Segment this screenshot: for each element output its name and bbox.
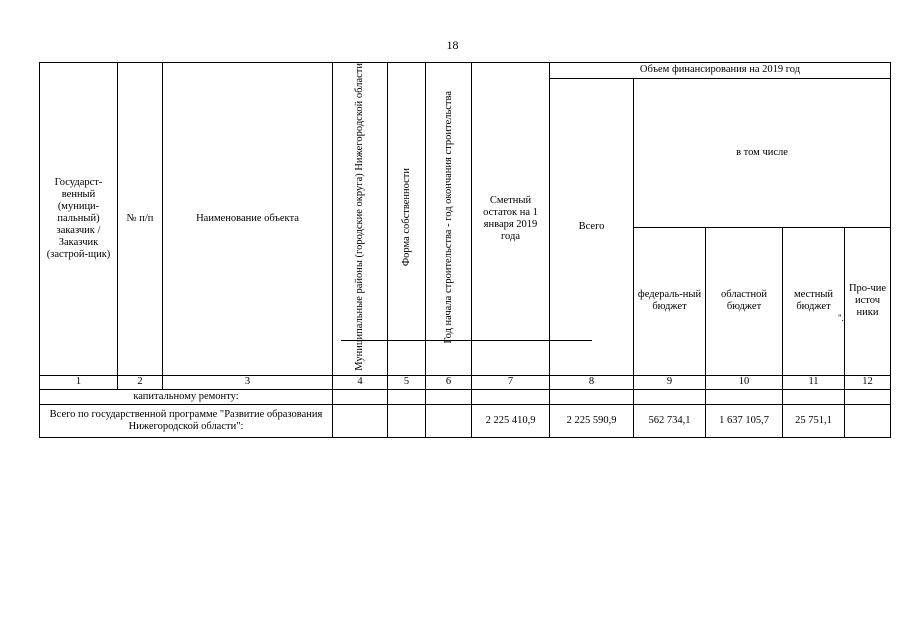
column-number: 8 <box>550 375 634 389</box>
cell-districts <box>333 389 388 404</box>
table-row <box>40 389 891 404</box>
header-customer: Государст-венный (муници-пальный) заказчик / Заказчик (застрой-щик) <box>40 63 118 376</box>
header-local: местный бюджет <box>783 227 845 375</box>
column-number: 5 <box>388 375 426 389</box>
header-years <box>426 63 472 376</box>
header-ownership-text: Форма собственности <box>400 167 412 266</box>
cell-estimate: 2 225 410,9 <box>472 404 550 437</box>
financing-table <box>39 62 891 438</box>
header-years-text: Год начала строительства - год окончания строительства <box>442 90 454 344</box>
cell-other <box>845 404 891 437</box>
cell-ownership <box>388 389 426 404</box>
header-districts-text: Муниципальные районы (городские округа) Нижегородской области <box>354 63 366 371</box>
page-number: 18 <box>446 38 459 52</box>
header-number: № п/п <box>118 63 163 376</box>
separator-rule <box>341 340 592 341</box>
column-number: 9 <box>634 375 706 389</box>
column-number: 3 <box>163 375 333 389</box>
column-number: 1 <box>40 375 118 389</box>
cell-years <box>426 389 472 404</box>
cell-federal <box>634 389 706 404</box>
column-number: 2 <box>118 375 163 389</box>
column-number: 10 <box>706 375 783 389</box>
cell-districts <box>333 404 388 437</box>
cell-ownership <box>388 404 426 437</box>
cell-years <box>426 404 472 437</box>
column-number: 7 <box>472 375 550 389</box>
column-number: 12 <box>845 375 891 389</box>
closing-quote-mark: ". <box>838 313 844 323</box>
cell-federal: 562 734,1 <box>634 404 706 437</box>
column-number-row <box>40 375 891 389</box>
header-ownership <box>388 63 426 376</box>
cell-local: 25 751,1 <box>783 404 845 437</box>
header-funding: Объем финансирования на 2019 год <box>550 63 891 79</box>
cell-other <box>845 389 891 404</box>
header-total: Всего <box>550 79 634 376</box>
column-number: 4 <box>333 375 388 389</box>
column-number: 6 <box>426 375 472 389</box>
table-row <box>40 404 891 437</box>
header-object-name: Наименование объекта <box>163 63 333 376</box>
cell-estimate <box>472 389 550 404</box>
cell-total: 2 225 590,9 <box>550 404 634 437</box>
header-other: Про-чие источ ники <box>845 227 891 375</box>
header-districts <box>333 63 388 376</box>
column-number: 11 <box>783 375 845 389</box>
header-federal: федераль-ный бюджет <box>634 227 706 375</box>
cell-local <box>783 389 845 404</box>
row-label: Всего по государственной программе "Развитие образования Нижегородской области": <box>40 404 333 437</box>
header-including: в том числе <box>634 79 891 228</box>
header-regional: областной бюджет <box>706 227 783 375</box>
row-label: капитальному ремонту: <box>40 389 333 404</box>
cell-regional: 1 637 105,7 <box>706 404 783 437</box>
header-estimate: Сметный остаток на 1 января 2019 года <box>472 63 550 376</box>
cell-total <box>550 389 634 404</box>
cell-regional <box>706 389 783 404</box>
